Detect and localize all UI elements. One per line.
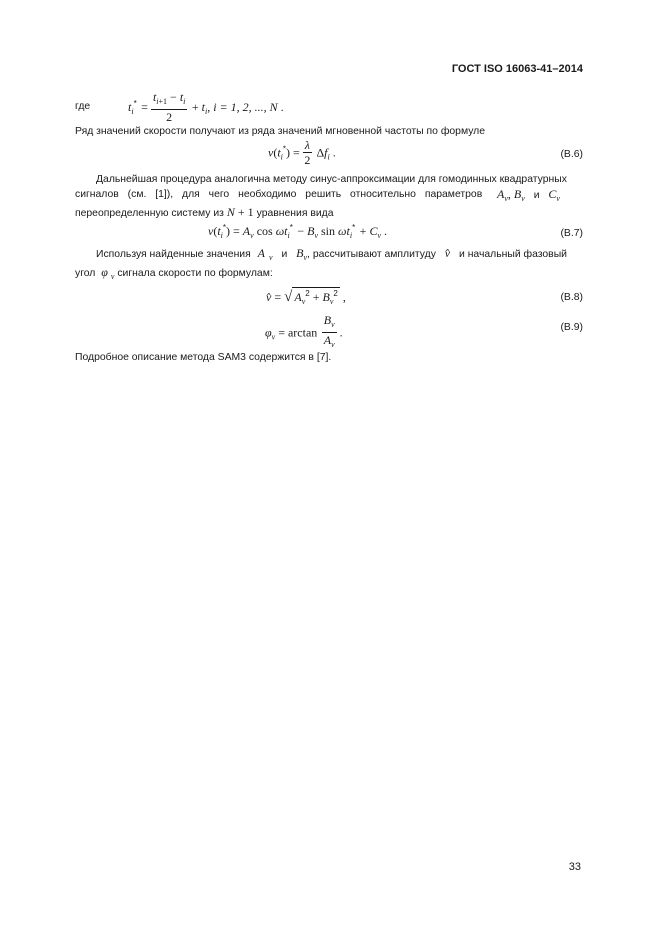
index-range: i = 1, 2, ..., N xyxy=(213,100,278,115)
equation-b8: v̂ = √ $A_v^2 + B_v^2$ , xyxy=(266,289,346,306)
equation-b7: $v(t_i^*) = A_v$ $\cos \omega t_i^* - B_v$ $\sin \omega t_i^* + C_v$ . xyxy=(208,223,388,240)
formula-t-star: $t_i^*$ = $\frac{t_{i+1} - t_i}{2}$ + $t_i$, i = 1, 2, ..., N . xyxy=(128,90,284,124)
line2-text: сигналов (см. [1]), для чего необходимо решить относительно параметров xyxy=(75,189,483,200)
para3-text-c: и начальный фазовый xyxy=(459,249,567,260)
paragraph-procedure-line1: Дальнейшая процедура аналогична методу синус-аппроксимации для гомодинных квадратурных xyxy=(96,174,567,185)
page-number: 33 xyxy=(568,861,581,873)
line3-text-a: переопределенную систему из xyxy=(75,208,224,219)
paragraph-velocity-series: Ряд значений скорости получают из ряда значений мгновенной частоты по формуле xyxy=(75,126,486,137)
equation-b9: $\varphi_v = \arctan$ $\frac{B_v}{A_v}$ . xyxy=(265,313,343,352)
para3-text-b: , рассчитывают амплитуду xyxy=(307,249,436,260)
and-word: и xyxy=(533,190,540,201)
where-label: где xyxy=(75,101,91,112)
para3-text-d: угол xyxy=(75,268,96,279)
equation-number-b8: (В.8) xyxy=(560,292,583,303)
paragraph-procedure-line2: сигналов (см. [1]), для чего необходимо решить относительно параметров $A_v$, $B_v$ и $C_v$ xyxy=(75,187,560,203)
fraction: $\frac{t_{i+1} - t_i}{2}$ xyxy=(152,90,186,124)
paragraph-amplitude-line2: угол φ $_v$ сигнала скорости по формулам: xyxy=(75,265,273,281)
equation-b6: $v(t_i^*)$ = $\frac{\lambda}{2}$ $\Delta f_i$ . xyxy=(268,138,336,167)
fraction: $\frac{B_v}{A_v}$ xyxy=(323,313,335,349)
equation-number-b6: (В.6) xyxy=(560,149,583,160)
paragraph-sam3-reference: Подробное описание метода SAM3 содержится в [7]. xyxy=(75,352,332,363)
line3-text-b: уравнения вида xyxy=(256,208,334,219)
para3-and: и xyxy=(281,249,288,260)
paragraph-amplitude-line1: Используя найденные значения A $_v$ и $B_v$, рассчитывают амплитуду v̂ и начальный фазовый xyxy=(96,246,567,262)
document-header-standard: ГОСТ ISO 16063-41–2014 xyxy=(451,63,583,75)
equation-number-b9: (В.9) xyxy=(560,322,583,333)
fraction: $\frac{\lambda}{2}$ xyxy=(304,138,311,167)
para3-text-a: Используя найденные значения xyxy=(96,249,251,260)
paragraph-procedure-line3: переопределенную систему из N + 1 уравнения вида xyxy=(75,205,334,219)
arctan-function: arctan xyxy=(287,325,318,340)
para3-text-e: сигнала скорости по формулам: xyxy=(117,268,273,279)
equation-number-b7: (В.7) xyxy=(560,228,583,239)
